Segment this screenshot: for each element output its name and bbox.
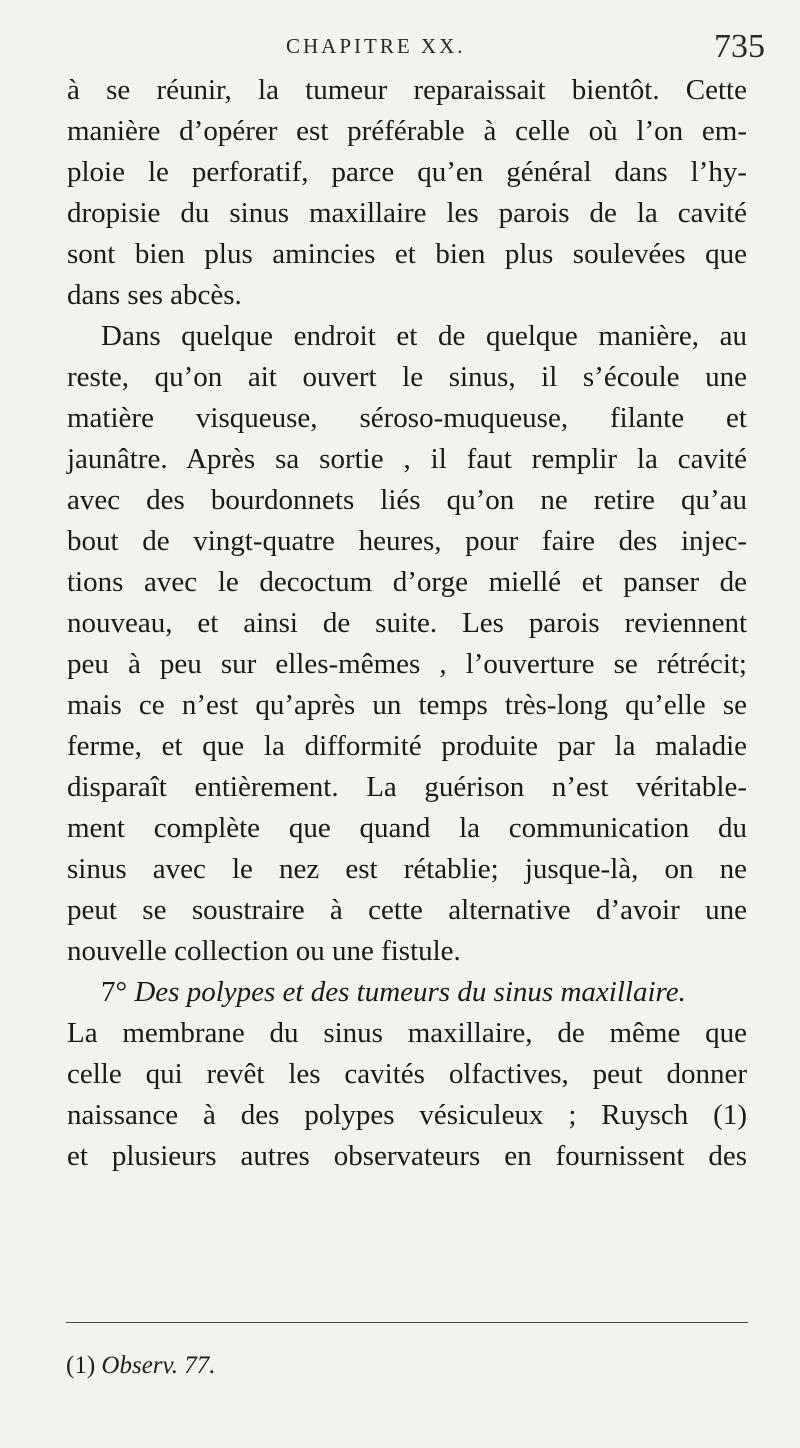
footnote-rule (66, 1322, 748, 1323)
paragraph-first-line: Dans quelque endroit et de quelque manière, au (101, 320, 747, 352)
footnote-text: Observ. 77. (101, 1352, 216, 1379)
text-line: reste, qu’on ait ouvert le sinus, il s’écoule une (67, 361, 747, 393)
text-line: disparaît entièrement. La guérison n’est véritable- (67, 771, 747, 803)
text-line: matière visqueuse, séroso-muqueuse, filante et (67, 402, 747, 434)
text-line: sinus avec le nez est rétablie; jusque-là, on ne (67, 853, 747, 885)
text-line: nouveau, et ainsi de suite. Les parois reviennent (67, 607, 747, 639)
section-heading (101, 974, 747, 1010)
text-line: dans ses abcès. (67, 279, 242, 311)
footnote (66, 1352, 216, 1380)
text-line: naissance à des polypes vésiculeux ; Ruysch (1) (67, 1099, 747, 1131)
section-number: 7° (101, 976, 128, 1008)
text-line: jaunâtre. Après sa sortie , il faut remplir la cavité (67, 443, 747, 475)
text-line: mais ce n’est qu’après un temps très-long qu’elle se (67, 689, 747, 721)
text-line: manière d’opérer est préférable à celle où l’on em- (67, 115, 747, 147)
text-line: à se réunir, la tumeur reparaissait bientôt. Cette (67, 74, 747, 106)
text-line: bout de vingt-quatre heures, pour faire des injec- (67, 525, 747, 557)
text-line: peu à peu sur elles-mêmes , l’ouverture se rétrécit; (67, 648, 747, 680)
page-number: 735 (714, 28, 765, 65)
text-line: ment complète que quand la communication du (67, 812, 747, 844)
text-line: sont bien plus amincies et bien plus soulevées que (67, 238, 747, 270)
text-line: dropisie du sinus maxillaire les parois de la cavité (67, 197, 747, 229)
text-line: La membrane du sinus maxillaire, de même que (67, 1017, 747, 1049)
text-line: tions avec le decoctum d’orge miellé et panser de (67, 566, 747, 598)
text-line: peut se soustraire à cette alternative d’avoir une (67, 894, 747, 926)
text-line: ferme, et que la difformité produite par la maladie (67, 730, 747, 762)
text-line: avec des bourdonnets liés qu’on ne retire qu’au (67, 484, 747, 516)
text-line: ploie le perforatif, parce qu’en général dans l’hy- (67, 156, 747, 188)
page-header (0, 28, 800, 78)
text-line: nouvelle collection ou une fistule. (67, 935, 461, 967)
text-line: et plusieurs autres observateurs en fournissent des (67, 1140, 747, 1172)
text-line: celle qui revêt les cavités olfactives, peut donner (67, 1058, 747, 1090)
section-title: Des polypes et des tumeurs du sinus maxillaire. (134, 976, 686, 1008)
footnote-marker: (1) (66, 1352, 96, 1379)
running-title: CHAPITRE XX. (286, 34, 466, 58)
